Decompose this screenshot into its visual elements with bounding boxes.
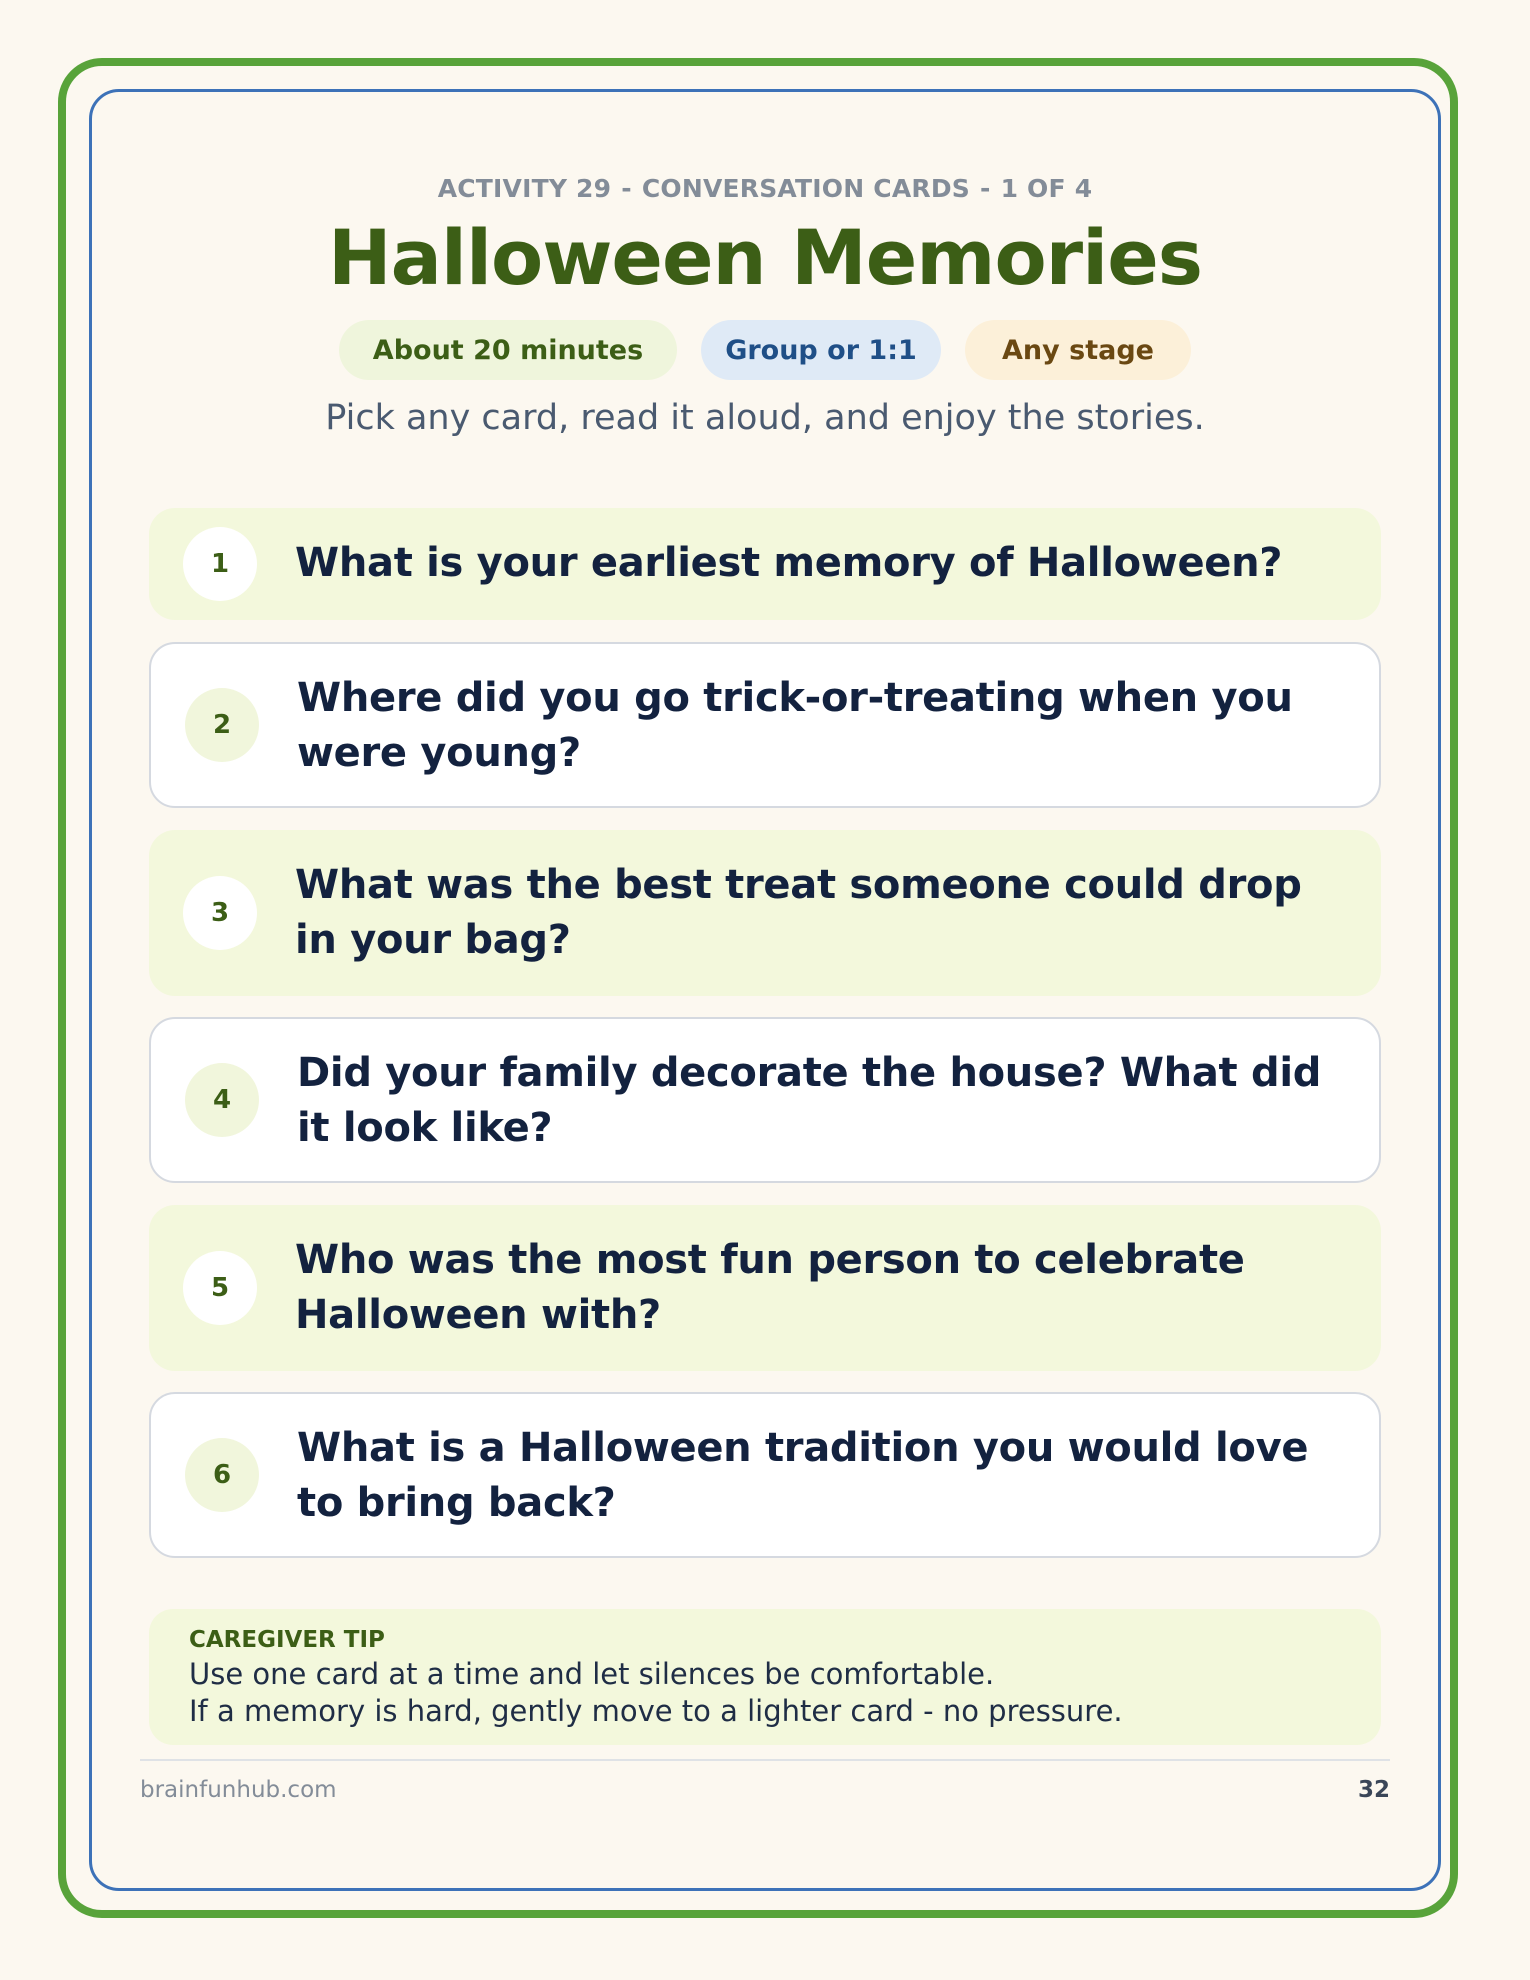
- footer-divider: [140, 1759, 1390, 1761]
- conversation-card: [149, 1017, 1381, 1183]
- eyebrow-separator: -: [621, 174, 632, 203]
- card-question: Who was the most fun person to celebrate Halloween with?: [295, 1237, 1245, 1338]
- footer-website: brainfunhub.com: [140, 1777, 337, 1803]
- card-number-badge: 6: [185, 1438, 259, 1512]
- conversation-card: [149, 1205, 1381, 1371]
- conversation-card: [149, 508, 1381, 620]
- page-title: Halloween Memories: [328, 213, 1202, 302]
- info-pills: [0, 320, 1530, 380]
- conversation-card: [149, 1392, 1381, 1558]
- conversation-card: [149, 830, 1381, 996]
- activity-number: ACTIVITY 29: [437, 174, 612, 203]
- card-question: What is your earliest memory of Halloween?: [295, 540, 1283, 586]
- card-question: Where did you go trick-or-treating when you were young?: [297, 675, 1293, 776]
- tip-line: If a memory is hard, gently move to a lighter card - no pressure.: [189, 1694, 1123, 1728]
- card-number-badge: 2: [185, 688, 259, 762]
- activity-section: CONVERSATION CARDS: [641, 174, 970, 203]
- card-question: What was the best treat someone could drop in your bag?: [295, 862, 1302, 963]
- eyebrow-separator: -: [979, 174, 991, 203]
- card-number-badge: 3: [183, 876, 257, 950]
- stage-pill: Any stage: [965, 320, 1191, 380]
- caregiver-tip: [149, 1609, 1381, 1745]
- tip-title: CAREGIVER TIP: [189, 1627, 385, 1653]
- duration-pill: About 20 minutes: [339, 320, 677, 380]
- instructions-subtitle: Pick any card, read it aloud, and enjoy the stories.: [325, 398, 1205, 438]
- card-number-badge: 5: [183, 1251, 257, 1325]
- activity-eyebrow: [0, 174, 1530, 203]
- card-question: What is a Halloween tradition you would love to bring back?: [297, 1425, 1309, 1526]
- card-number-badge: 4: [185, 1063, 259, 1137]
- card-question: Did your family decorate the house? What did it look like?: [297, 1050, 1322, 1151]
- group-size-pill: Group or 1:1: [701, 320, 941, 380]
- card-number-badge: 1: [183, 527, 257, 601]
- conversation-card: [149, 642, 1381, 808]
- tip-line: Use one card at a time and let silences be comfortable.: [189, 1657, 995, 1691]
- page-of: 1 OF 4: [1000, 174, 1093, 203]
- page-number: 32: [1357, 1777, 1390, 1803]
